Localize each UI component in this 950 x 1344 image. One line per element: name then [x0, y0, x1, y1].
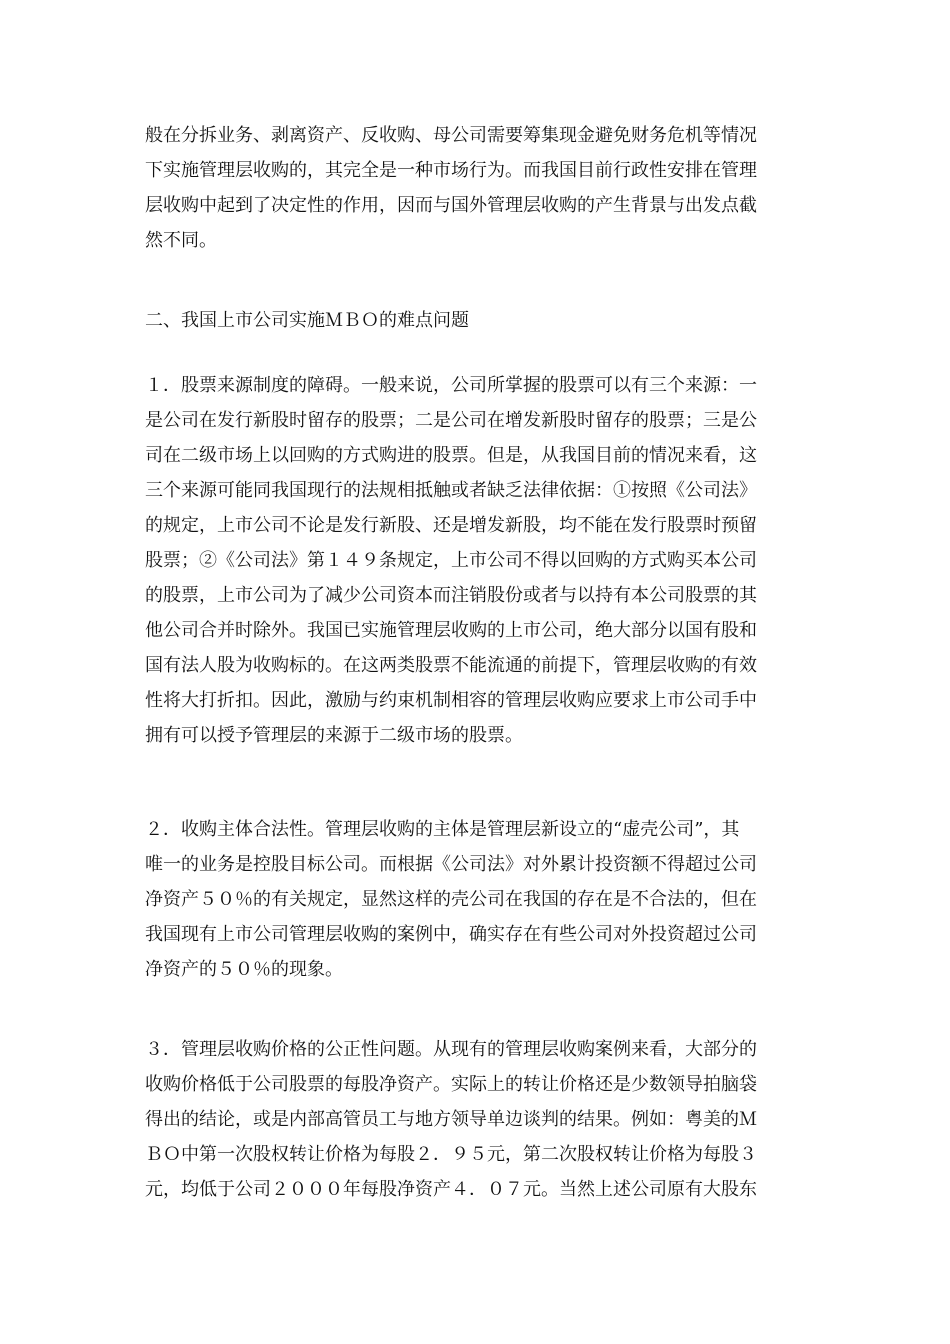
text-line: 般在分拆业务、剥离资产、反收购、母公司需要筹集现金避免财务危机等情况	[145, 125, 757, 146]
text-line: 国有法人股为收购标的。在这两类股票不能流通的前提下，管理层收购的有效	[145, 655, 757, 676]
text-line: 的规定，上市公司不论是发行新股、还是增发新股，均不能在发行股票时预留	[145, 515, 757, 536]
paragraph-mbo-background-continued	[145, 118, 807, 258]
paragraph-acquirer-legality	[145, 812, 807, 987]
text-line: ２．收购主体合法性。管理层收购的主体是管理层新设立的“虚壳公司”，其	[145, 819, 740, 840]
text-line: 他公司合并时除外。我国已实施管理层收购的上市公司，绝大部分以国有股和	[145, 620, 757, 641]
text-line: 收购价格低于公司股票的每股净资产。实际上的转让价格还是少数领导拍脑袋	[145, 1074, 757, 1095]
text-line: 得出的结论，或是内部高管员工与地方领导单边谈判的结果。例如：粤美的Ｍ	[145, 1109, 757, 1130]
text-line: 净资产５０％的有关规定，显然这样的壳公司在我国的存在是不合法的，但在	[145, 889, 757, 910]
text-line: 拥有可以授予管理层的来源于二级市场的股票。	[145, 725, 523, 746]
text-line: 下实施管理层收购的，其完全是一种市场行为。而我国目前行政性安排在管理	[145, 160, 757, 181]
text-line: 我国现有上市公司管理层收购的案例中，确实存在有些公司对外投资超过公司	[145, 924, 757, 945]
text-line: 是公司在发行新股时留存的股票；二是公司在增发新股时留存的股票；三是公	[145, 410, 757, 431]
text-line: 性将大打折扣。因此，激励与约束机制相容的管理层收购应要求上市公司手中	[145, 690, 757, 711]
paragraph-stock-source	[145, 368, 807, 753]
section-heading-mbo-difficulties	[145, 303, 807, 338]
text-line: 元，均低于公司２０００年每股净资产４．０７元。当然上述公司原有大股东	[145, 1179, 757, 1200]
text-line: 的股票，上市公司为了减少公司资本而注销股份或者与以持有本公司股票的其	[145, 585, 757, 606]
text-line: １．股票来源制度的障碍。一般来说，公司所掌握的股票可以有三个来源：一	[145, 375, 757, 396]
section-heading: 二、我国上市公司实施ＭＢＯ的难点问题	[145, 310, 469, 331]
text-line: 三个来源可能同我国现行的法规相抵触或者缺乏法律依据：①按照《公司法》	[145, 480, 757, 501]
text-line: ３．管理层收购价格的公正性问题。从现有的管理层收购案例来看，大部分的	[145, 1039, 757, 1060]
text-line: 司在二级市场上以回购的方式购进的股票。但是，从我国目前的情况来看，这	[145, 445, 757, 466]
text-line: 层收购中起到了决定性的作用，因而与国外管理层收购的产生背景与出发点截	[145, 195, 757, 216]
text-line: 净资产的５０％的现象。	[145, 959, 343, 980]
text-line: 股票；②《公司法》第１４９条规定，上市公司不得以回购的方式购买本公司	[145, 550, 757, 571]
text-line: 唯一的业务是控股目标公司。而根据《公司法》对外累计投资额不得超过公司	[145, 854, 757, 875]
text-line: ＢＯ中第一次股权转让价格为每股２．９５元，第二次股权转让价格为每股３	[145, 1144, 757, 1165]
paragraph-price-fairness	[145, 1032, 807, 1207]
text-line: 然不同。	[145, 230, 217, 251]
